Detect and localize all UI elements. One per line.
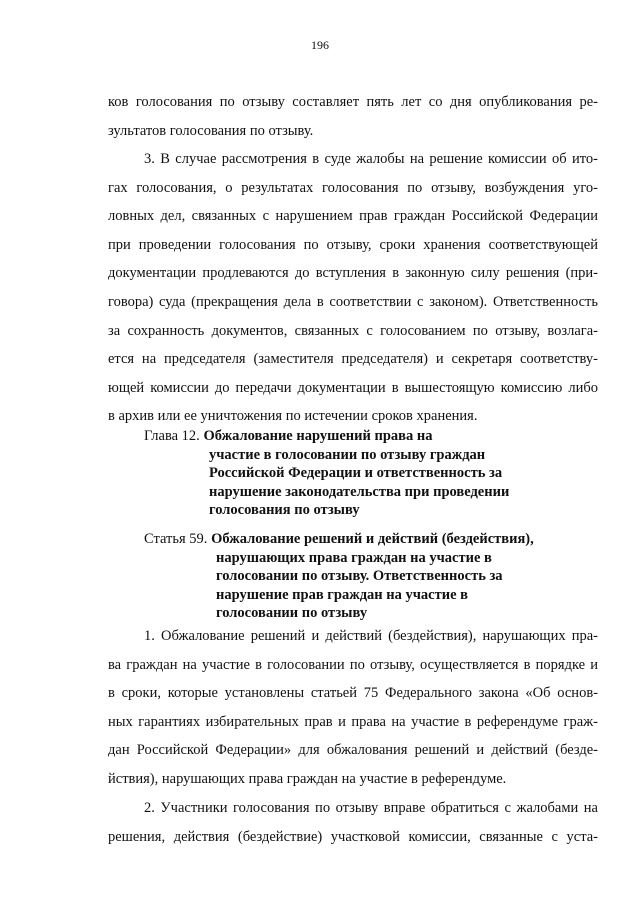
chapter-title-line: Российской Федерации и ответственность за (209, 465, 503, 481)
article-title-line: голосовании по отзыву (216, 605, 368, 621)
paragraph-3 (108, 145, 598, 431)
text-line: говора) суда (прекращения дела в соответствии с законом). Ответственность (108, 293, 598, 310)
text-line: ется на председателя (заместителя председателя) и секретаря соответству- (108, 351, 598, 368)
article-title-line: Обжалование решений и действий (бездействия), (211, 531, 534, 547)
paragraph-2 (108, 794, 598, 851)
paragraph-continuation (108, 88, 598, 145)
text-line: йствия), нарушающих права граждан на участие в референдуме. (108, 770, 507, 787)
page-number: 196 (311, 38, 329, 52)
text-line: решения, действия (бездействие) участковой комиссии, связанные с уста- (108, 828, 598, 845)
text-line: за сохранность документов, связанных с голосованием по отзыву, возлага- (108, 322, 598, 339)
text-line: ков голосования по отзыву составляет пять лет со дня опубликования ре- (108, 94, 598, 110)
text-line: документации продлеваются до вступления в законную силу решения (при- (108, 265, 598, 282)
text-line: 2. Участники голосования по отзыву вправе обратиться с жалобами на (144, 800, 598, 816)
article-heading (144, 530, 534, 623)
text-line: в сроки, которые установлены статьей 75 Федерального закона «Об основ- (108, 685, 598, 702)
text-line: зультатов голосования по отзыву. (108, 122, 314, 139)
article-number: Статья 59. (144, 531, 212, 547)
text-line: гах голосования, о результатах голосования по отзыву, возбуждения уго- (108, 179, 598, 196)
text-line: 3. В случае рассмотрения в суде жалобы на решение комиссии об ито- (144, 151, 598, 167)
text-line: в архив или ее уничтожения по истечении сроков хранения. (108, 408, 478, 425)
paragraph-1 (108, 622, 598, 794)
text-line: 1. Обжалование решений и действий (бездействия), нарушающих пра- (144, 628, 598, 644)
chapter-title-line: нарушение законодательства при проведении (209, 483, 510, 500)
text-line: ющей комиссии до передачи документации в вышестоящую комиссию либо (108, 379, 598, 396)
chapter-heading (144, 427, 509, 520)
text-line: ва граждан на участие в голосовании по отзыву, осуществляется в порядке и (108, 656, 598, 673)
article-title-line: нарушение прав граждан на участие в (216, 586, 468, 603)
text-line: дан Российской Федерации» для обжалования решений и действий (безде- (108, 742, 598, 759)
chapter-title-line: участие в голосовании по отзыву граждан (209, 446, 486, 463)
chapter-title-line: Обжалование нарушений права на (203, 428, 433, 444)
article-title-line: нарушающих права граждан на участие в (216, 549, 492, 566)
text-line: ных гарантиях избирательных прав и права на участие в референдуме граж- (108, 713, 598, 730)
chapter-number: Глава 12. (144, 428, 204, 444)
text-line: ловных дел, связанных с нарушением прав граждан Российской Федерации (108, 208, 598, 225)
text-line: при проведении голосования по отзыву, сроки хранения соответствующей (108, 236, 598, 253)
chapter-title-line: голосования по отзыву (209, 502, 360, 518)
article-title-line: голосовании по отзыву. Ответственность за (216, 568, 503, 584)
